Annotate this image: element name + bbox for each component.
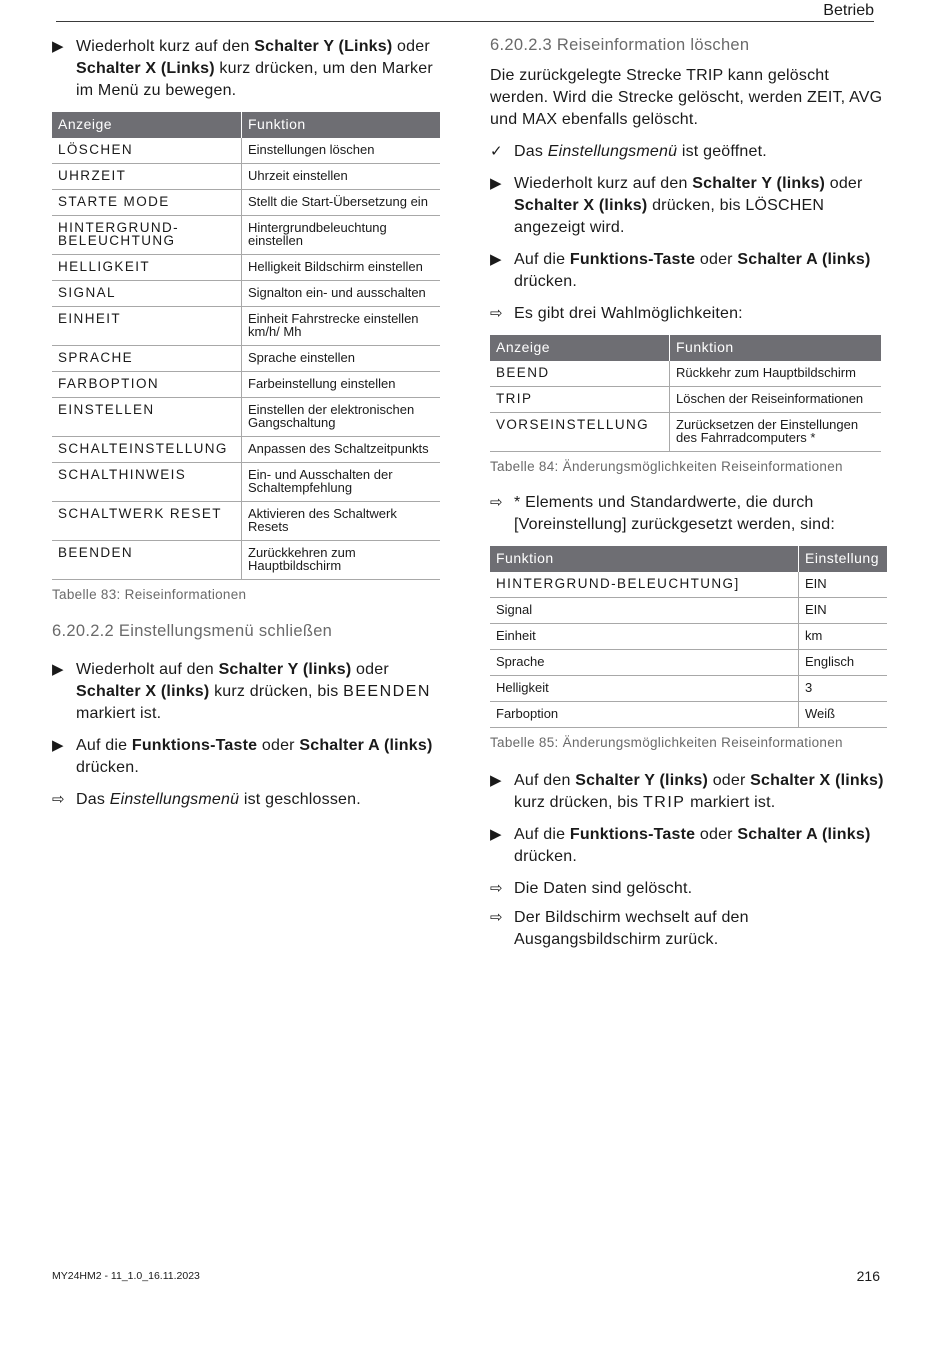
table-cell-function: Helligkeit Bildschirm einstellen xyxy=(242,255,441,281)
table-83 xyxy=(52,112,440,580)
arrow-result-icon: ⇨ xyxy=(490,909,503,926)
triangle-bullet-icon: ▶ xyxy=(490,175,502,192)
table-cell-function: Sprache einstellen xyxy=(242,346,441,372)
table-row xyxy=(52,190,440,216)
instruction-step: ▶ Auf die Funktions-Taste oder Schalter A (links) drücken. xyxy=(490,251,871,290)
table-row xyxy=(52,463,440,502)
table-cell-display: EINHEIT xyxy=(52,307,242,346)
triangle-bullet-icon: ▶ xyxy=(490,826,502,843)
table-cell-display: LÖSCHEN xyxy=(52,138,242,164)
table-cell-function: Ein- und Ausschalten der Schaltempfehlung xyxy=(242,463,441,502)
table-cell-function: Einheit xyxy=(490,624,799,650)
table-cell-display: EINSTELLEN xyxy=(52,398,242,437)
table-row xyxy=(490,676,887,702)
table-cell-display: SIGNAL xyxy=(52,281,242,307)
table-row xyxy=(52,541,440,580)
table-cell-function: Zurückkehren zum Hauptbildschirm xyxy=(242,541,441,580)
table-row xyxy=(52,307,440,346)
right-column xyxy=(490,36,887,961)
table-row xyxy=(52,138,440,164)
triangle-bullet-icon: ▶ xyxy=(490,251,502,268)
table-cell-setting: 3 xyxy=(799,676,888,702)
result-step: ⇨ Das Einstellungsmenü ist geschlossen. xyxy=(52,789,440,811)
table-row xyxy=(52,398,440,437)
table-cell-display: SCHALTEINSTELLUNG xyxy=(52,437,242,463)
table-header-row xyxy=(52,112,440,138)
table-caption: Tabelle 84: Änderungsmöglichkeiten Reiseinformationen xyxy=(490,459,843,474)
table-header-cell: Funktion xyxy=(670,335,882,361)
table-row xyxy=(52,281,440,307)
table-cell-function: Signalton ein- und ausschalten xyxy=(242,281,441,307)
table-header-row xyxy=(490,546,887,572)
table-header-cell: Funktion xyxy=(242,112,441,138)
header-divider xyxy=(56,21,874,22)
table-header-cell: Funktion xyxy=(490,546,799,572)
table-cell-function: Farboption xyxy=(490,702,799,728)
table-cell-function: Anpassen des Schaltzeitpunkts xyxy=(242,437,441,463)
table-row xyxy=(52,502,440,541)
table-cell-function: Zurücksetzen der Einstellungen des Fahrradcomputers * xyxy=(670,413,882,452)
triangle-bullet-icon: ▶ xyxy=(52,737,64,754)
table-85 xyxy=(490,546,887,728)
table-cell-display: BEEND xyxy=(490,361,670,387)
instruction-step: ▶ Wiederholt kurz auf den Schalter Y (Links) oder Schalter X (Links) kurz drücken, um den Marker im Menü zu bewegen. xyxy=(52,38,433,99)
checkmark-icon: ✓ xyxy=(490,143,503,160)
table-cell-display: SCHALTWERK RESET xyxy=(52,502,242,541)
instruction-step: ▶ Wiederholt auf den Schalter Y (links) oder Schalter X (links) kurz drücken, bis BEENDEN markiert ist. xyxy=(52,661,431,722)
table-cell-setting: Englisch xyxy=(799,650,888,676)
table-cell-setting: EIN xyxy=(799,572,888,598)
instruction-step: ▶ Auf die Funktions-Taste oder Schalter A (links) drücken. xyxy=(52,737,433,776)
table-header-cell: Anzeige xyxy=(52,112,242,138)
table-cell-display: HINTERGRUND-BELEUCHTUNG xyxy=(52,216,242,255)
table-cell-function: Löschen der Reiseinformationen xyxy=(670,387,882,413)
table-cell-display: SCHALTHINWEIS xyxy=(52,463,242,502)
table-header-cell: Anzeige xyxy=(490,335,670,361)
header-title: Betrieb xyxy=(823,2,874,19)
table-row xyxy=(52,255,440,281)
table-cell-function: Rückkehr zum Hauptbildschirm xyxy=(670,361,882,387)
table-cell-function: Stellt die Start-Übersetzung ein xyxy=(242,190,441,216)
table-cell-setting: Weiß xyxy=(799,702,888,728)
result-step: ⇨ Der Bildschirm wechselt auf den Ausgangsbildschirm zurück. xyxy=(490,909,749,948)
table-row xyxy=(52,164,440,190)
table-row xyxy=(490,598,887,624)
table-header-cell: Einstellung xyxy=(799,546,888,572)
table-cell-display: SPRACHE xyxy=(52,346,242,372)
table-cell-setting: EIN xyxy=(799,598,888,624)
footer-page-number: 216 xyxy=(856,1268,880,1284)
table-cell-display: BEENDEN xyxy=(52,541,242,580)
table-cell-function: Signal xyxy=(490,598,799,624)
table-row xyxy=(52,372,440,398)
table-cell-function: Farbeinstellung einstellen xyxy=(242,372,441,398)
table-cell-function: Hintergrundbeleuchtung einstellen xyxy=(242,216,441,255)
table-cell-display: STARTE MODE xyxy=(52,190,242,216)
table-cell-display: FARBOPTION xyxy=(52,372,242,398)
table-cell-display: TRIP xyxy=(490,387,670,413)
table-cell-display: HELLIGKEIT xyxy=(52,255,242,281)
table-cell-setting: km xyxy=(799,624,888,650)
table-caption: Tabelle 85: Änderungsmöglichkeiten Reiseinformationen xyxy=(490,735,843,750)
table-row xyxy=(490,387,881,413)
precondition-step: ✓ Das Einstellungsmenü ist geöffnet. xyxy=(490,141,887,163)
table-header-row xyxy=(490,335,881,361)
table-row xyxy=(490,572,887,598)
triangle-bullet-icon: ▶ xyxy=(52,661,64,678)
table-row xyxy=(490,361,881,387)
table-cell-function: Sprache xyxy=(490,650,799,676)
table-cell-function: Einheit Fahrstrecke einstellen km/h/ Mh xyxy=(242,307,441,346)
triangle-bullet-icon: ▶ xyxy=(490,772,502,789)
section-title: 6.20.2.2 Einstellungsmenü schließen xyxy=(52,622,333,640)
table-84 xyxy=(490,335,881,452)
section-title: 6.20.2.3 Reiseinformation löschen xyxy=(490,36,750,54)
table-cell-function: HINTERGRUND-BELEUCHTUNG] xyxy=(490,572,799,598)
arrow-result-icon: ⇨ xyxy=(490,880,503,897)
result-step: ⇨ Es gibt drei Wahlmöglichkeiten: xyxy=(490,303,887,325)
table-cell-function: Helligkeit xyxy=(490,676,799,702)
triangle-bullet-icon: ▶ xyxy=(52,38,64,55)
table-cell-display: VORSEINSTELLUNG xyxy=(490,413,670,452)
arrow-result-icon: ⇨ xyxy=(490,494,503,511)
table-row xyxy=(52,216,440,255)
table-row xyxy=(490,413,881,452)
instruction-step: ▶ Wiederholt kurz auf den Schalter Y (links) oder Schalter X (links) drücken, bis LÖSCHEN angezeigt wird. xyxy=(490,175,863,236)
table-cell-function: Einstellungen löschen xyxy=(242,138,441,164)
table-cell-function: Einstellen der elektronischen Gangschaltung xyxy=(242,398,441,437)
instruction-step: ▶ Auf den Schalter Y (links) oder Schalter X (links) kurz drücken, bis TRIP markiert ist. xyxy=(490,772,884,811)
table-row xyxy=(490,624,887,650)
table-row xyxy=(490,702,887,728)
arrow-result-icon: ⇨ xyxy=(52,791,65,808)
table-cell-function: Aktivieren des Schaltwerk Resets xyxy=(242,502,441,541)
instruction-step: ▶ Auf die Funktions-Taste oder Schalter A (links) drücken. xyxy=(490,826,871,865)
footer-document-id: MY24HM2 - 11_1.0_16.11.2023 xyxy=(52,1270,200,1282)
table-cell-display: UHRZEIT xyxy=(52,164,242,190)
left-column xyxy=(52,36,440,821)
result-step: ⇨ * Elements und Standardwerte, die durch [Voreinstellung] zurückgesetzt werden, sind: xyxy=(490,494,835,533)
table-caption: Tabelle 83: Reiseinformationen xyxy=(52,587,247,602)
table-row xyxy=(52,346,440,372)
table-cell-function: Uhrzeit einstellen xyxy=(242,164,441,190)
arrow-result-icon: ⇨ xyxy=(490,305,503,322)
table-row xyxy=(490,650,887,676)
table-row xyxy=(52,437,440,463)
intro-paragraph: Die zurückgelegte Strecke TRIP kann gelöscht werden. Wird die Strecke gelöscht, werden ZEIT, AVG und MAX ebenfalls gelöscht. xyxy=(490,67,883,128)
result-step: ⇨ Die Daten sind gelöscht. xyxy=(490,878,887,900)
